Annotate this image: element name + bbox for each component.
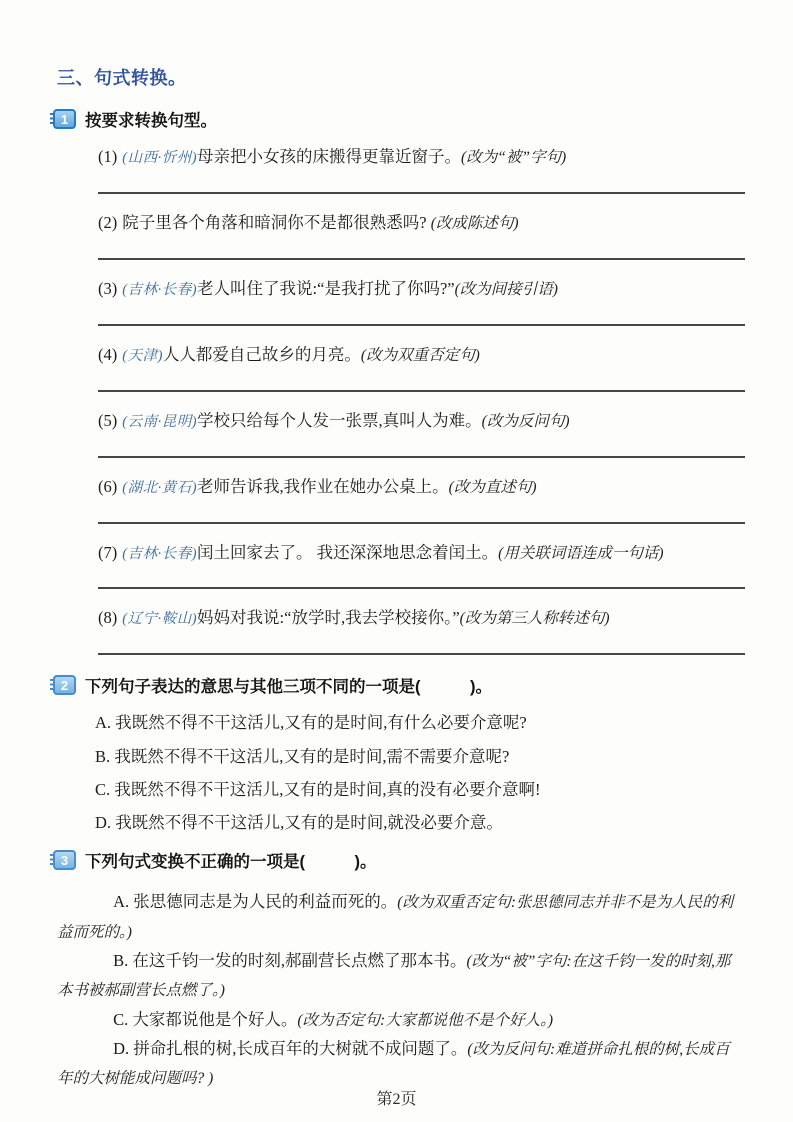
question-item-1	[98, 146, 745, 194]
question-sentence: 学校只给每个人发一张票,真叫人为难。	[197, 410, 482, 430]
question-number: (8)	[98, 608, 118, 628]
option-item-d: D. 我既然不得不干这活儿,又有的是时间,就没必要介意。	[95, 813, 503, 833]
region-tag: (天津)	[122, 347, 163, 364]
conversion-note: (改为第三人称转述句)	[459, 610, 610, 628]
answer-blank-line	[98, 192, 745, 194]
question-text	[98, 344, 745, 367]
option-item-c: C. 我既然不得不干这活儿,又有的是时间,真的没有必要介意啊!	[95, 779, 541, 799]
conversion-note: (改为“被”字句)	[461, 149, 567, 166]
exercise-3-options	[57, 887, 745, 1092]
answer-blank-line	[98, 522, 745, 524]
conversion-note: (改成陈述句)	[430, 214, 519, 232]
exercise-2-title: 下列句子表达的意思与其他三项不同的一项是( )。	[85, 678, 492, 697]
exercise-1-title: 按要求转换句型。	[85, 112, 217, 130]
question-text	[98, 278, 745, 301]
question-sentence: 妈妈对我说:“放学时,我去学校接你。”	[197, 608, 460, 628]
option-note: (改为双重否定句:张思德同志并非不是为人民的利益而死的。)	[57, 894, 734, 941]
option-text: 拼命扎根的树,长成百年的大树就不成问题了。	[133, 1038, 468, 1058]
option-item-c	[57, 1005, 745, 1034]
region-tag: (吉林·长春)	[122, 281, 198, 298]
question-number: (1)	[98, 147, 118, 166]
exercise-1	[57, 107, 745, 655]
conversion-note: (改为反问句)	[481, 412, 570, 430]
region-tag: (吉林·长春)	[122, 545, 198, 562]
option-item-a: A. 我既然不得不干这活儿,又有的是时间,有什么必要介意呢?	[95, 713, 527, 733]
question-sentence: 院子里各个角落和暗洞你不是都很熟悉吗?	[122, 212, 431, 232]
option-label: D.	[113, 1038, 134, 1058]
question-sentence: 老师告诉我,我作业在她办公桌上。	[197, 476, 449, 496]
option-note: (改为反问句:难道拼命扎根的树,长成百年的大树能成问题吗? )	[57, 1040, 730, 1088]
conversion-note: (改为间接引语)	[454, 280, 558, 298]
question-text	[98, 212, 745, 235]
section-title: 三、句式转换。	[57, 68, 187, 88]
question-number: (3)	[98, 278, 118, 298]
question-number: (6)	[98, 476, 118, 496]
question-number: (7)	[98, 542, 118, 562]
exercise-3-title: 下列句式变换不正确的一项是( )。	[85, 853, 377, 872]
question-item-6	[98, 476, 745, 524]
answer-blank-line	[98, 587, 745, 589]
exercise-number-badge: 2	[53, 675, 76, 695]
question-number: (2)	[98, 212, 118, 232]
question-text	[98, 542, 745, 565]
question-item-3	[98, 278, 745, 326]
question-item-4	[98, 344, 745, 392]
exercise-2-options	[95, 712, 745, 834]
answer-blank-line	[98, 390, 745, 392]
option-note: (改为否定句:大家都说他不是个好人。)	[297, 1011, 554, 1029]
exercise-3	[57, 848, 745, 1092]
question-sentence: 人人都爱自己故乡的月亮。	[162, 344, 361, 364]
exercise-1-items	[98, 146, 745, 655]
answer-blank-line	[98, 324, 745, 326]
exercise-number-badge: 1	[53, 109, 76, 129]
option-text: 大家都说他是个好人。	[132, 1009, 298, 1029]
question-text	[98, 146, 745, 169]
answer-blank-line	[98, 653, 745, 655]
exercise-2-header	[57, 673, 745, 697]
option-text: 在这千钧一发的时刻,郝副营长点燃了那本书。	[132, 950, 467, 970]
question-item-7	[98, 542, 745, 590]
question-item-5	[98, 410, 745, 458]
question-text	[98, 410, 745, 433]
option-item-b	[57, 946, 745, 1005]
option-label: B.	[113, 950, 133, 970]
answer-blank-line	[98, 456, 745, 458]
question-text	[98, 476, 745, 499]
option-label: A.	[113, 892, 134, 912]
question-item-8	[98, 607, 745, 655]
conversion-note: (改为直述句)	[448, 478, 537, 496]
question-item-2	[98, 212, 745, 260]
option-note: (改为“被”字句:在这千钧一发的时刻,那本书被郝副营长点燃了。)	[57, 952, 731, 1000]
exercise-2	[57, 673, 745, 834]
region-tag: (湖北·黄石)	[122, 479, 198, 496]
question-number: (4)	[98, 344, 118, 364]
question-sentence: 老人叫住了我说:“是我打扰了你吗?”	[197, 278, 455, 298]
page-number: 第2页	[376, 1091, 417, 1108]
question-number: (5)	[98, 410, 118, 430]
question-text	[98, 607, 745, 630]
option-text: 张思德同志是为人民的利益而死的。	[133, 892, 398, 912]
region-tag: (云南·昆明)	[122, 413, 198, 430]
exercise-number-badge: 3	[53, 850, 76, 870]
answer-blank-line	[98, 258, 745, 260]
exercise-1-header	[57, 107, 745, 131]
question-sentence: 闰土回家去了。 我还深深地思念着闰土。	[197, 542, 499, 562]
conversion-note: (改为双重否定句)	[360, 346, 480, 364]
option-item-d	[57, 1034, 745, 1093]
region-tag: (辽宁·鞍山)	[122, 611, 198, 628]
option-item-b: B. 我既然不得不干这活儿,又有的是时间,需不需要介意呢?	[95, 746, 510, 766]
question-sentence: 母亲把小女孩的床搬得更靠近窗子。	[197, 147, 462, 166]
option-label: C.	[113, 1009, 133, 1029]
region-tag: (山西·忻州)	[122, 150, 198, 166]
exercise-3-header	[57, 848, 745, 872]
conversion-note: (用关联词语连成一句话)	[498, 544, 664, 562]
option-item-a	[57, 887, 745, 946]
